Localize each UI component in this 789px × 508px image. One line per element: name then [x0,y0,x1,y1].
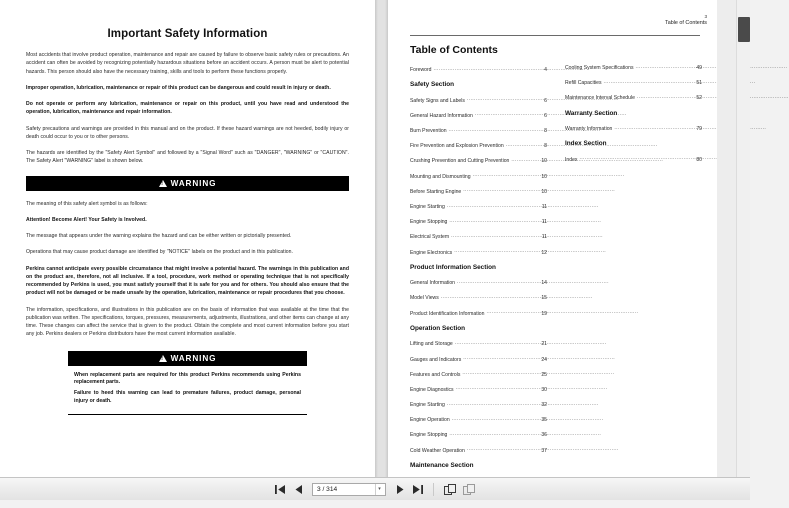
page-number: 3 [704,14,707,19]
document-page-right[interactable] [388,0,717,477]
toc-entry[interactable] [410,279,547,286]
toc-entry-page: 19 [541,310,547,317]
page-gutter [375,0,388,477]
warning-banner-label: WARNING [170,178,217,188]
toc-entry-label: Crushing Prevention and Cutting Prevention [410,158,510,165]
body-paragraph: Safety precautions and warnings are provided in this manual and on the product. If these hazard warnings are not heeded, bodily injury or death could occur to you or to other persons. [26,125,349,140]
toc-leader-dots [449,127,536,132]
toc-leader-dots [455,340,536,345]
toc-entry-label: Electrical System [410,234,450,241]
toc-entry-page: 80 [696,156,702,163]
first-page-button[interactable] [274,482,287,497]
table-of-contents [410,44,702,508]
toc-leader-dots [467,447,536,452]
page-title: Important Safety Information [107,28,268,40]
toc-entry-page: 14 [541,280,547,287]
toc-entry[interactable] [410,233,547,240]
toc-entry[interactable] [410,203,547,210]
toc-entry-page: 35 [541,417,547,424]
toc-entry-page: 8 [544,128,547,135]
toc-entry[interactable] [410,431,547,438]
toc-leader-dots [447,203,536,208]
toc-entry-label: Gauges and Indicators [410,356,462,363]
toc-entry-page: 52 [696,95,702,102]
toc-leader-dots [467,97,536,102]
toc-leader-dots [441,294,536,299]
toc-entry-label: General Information [410,280,456,287]
body-paragraph: The meaning of this safety alert symbol is as follows: [26,200,148,207]
toc-entry-label: Engine Starting [410,204,445,210]
toc-entry-label: Maintenance Interval Schedule [565,95,635,102]
toc-leader-dots [463,188,536,193]
toc-leader-dots [486,310,536,315]
toc-entry[interactable] [410,310,547,317]
warning-triangle-icon [159,180,167,187]
toc-leader-dots [614,125,691,130]
toc-leader-dots [457,279,536,284]
toc-entry-label: Refill Capacities [565,80,602,87]
toc-leader-dots [473,173,536,178]
toc-entry[interactable] [410,173,547,180]
body-paragraph: The information, specifications, and illustrations in this publication are on the basis of information that was available at the time that the publication was written. The specifications, torques, pressures, measurements, adjustments, illustrations, and other items can change at any time. These changes can affect the service that is given to the product. Obtain the complete and most current information before you start any job. Perkins dealers or Perkins distributors have the most current information available. [26,306,349,338]
toc-entry-label: Safety Signs and Labels [410,97,465,104]
page-number-input[interactable] [312,483,386,496]
warning-banner-label: WARNING [170,353,217,363]
page-indicator-value: 3 / 314 [317,485,338,493]
toc-leader-dots [511,157,536,162]
toc-leader-dots [456,386,536,391]
body-paragraph: Most accidents that involve product operation, maintenance and repair are caused by failure to observe basic safety rules or precautions. An accident can often be avoided by recognizing potentially hazardous situations before an accident occurs. A person must be alert to potential hazards. This person should also have the necessary training, skills and tools to perform these functions properly. [26,52,349,75]
warning-box-text: Failure to heed this warning can lead to premature failures, product damage, personal injury or death. [74,390,301,405]
toc-section-heading: Safety Section [410,81,455,89]
toc-entry[interactable] [410,188,547,195]
toc-entry-page: 21 [541,341,547,348]
warning-box [68,351,307,416]
toc-entry-page: 24 [541,356,547,363]
toc-entry-label: Burn Prevention [410,128,447,135]
body-paragraph-bold: Perkins cannot anticipate every possible circumstance that might involve a potential hazard. The warnings in this publication and on the product are, therefore, not all inclusive. If a tool, procedure, work method or operating technique that is not specifically recommended by Perkins is used, you must satisfy yourself that it is safe for you and for others. You should also ensure that the product will not be damaged or be made unsafe by the operation, lubrication, maintenance or repair procedures that you choose. [26,265,349,297]
toc-entry[interactable] [410,447,547,454]
toc-entry-label: Engine Operation [410,417,450,424]
scrollbar-thumb[interactable] [738,17,750,42]
toc-entry-label: Engine Starting [410,402,445,409]
toc-entry[interactable] [410,127,547,134]
toc-section-heading: Warranty Section [565,109,618,117]
toc-entry-page: 79 [696,126,702,133]
toc-section-heading: Maintenance Section [410,461,474,469]
toc-entry-page: 36 [541,432,547,439]
toc-entry-label: Features and Controls [410,371,461,378]
toc-entry[interactable] [410,371,547,378]
toc-leader-dots [636,64,691,69]
toc-entry[interactable] [410,294,547,301]
toc-leader-dots [604,79,691,84]
toc-leader-dots [463,356,536,361]
toc-leader-dots [449,431,536,436]
bottom-toolbar [0,477,750,500]
toc-entry-page: 11 [541,234,547,241]
toc-entry[interactable] [410,249,547,256]
toc-entry-label: Fire Prevention and Explosion Prevention [410,143,504,150]
toc-leader-dots [506,142,536,147]
toc-entry[interactable] [410,386,547,393]
toc-leader-dots [454,249,536,254]
next-page-button[interactable] [393,482,406,497]
body-paragraph-bold: Do not operate or perform any lubrication, maintenance or repair on this product, until you have read and understood the operation, lubrication, maintenance and repair information. [26,101,349,116]
toc-entry-label: Engine Stopping [410,432,448,439]
toc-leader-dots [452,416,536,421]
toc-entry-label: Warranty Information [565,126,613,133]
toc-entry-label: Index [565,156,578,163]
toc-entry-page: 37 [541,447,547,454]
body-paragraph: Operations that may cause product damage are identified by "NOTICE" labels on the product and in this publication. [26,249,293,256]
toc-entry[interactable] [410,401,547,408]
toc-entry[interactable] [410,112,547,119]
body-paragraph: The hazards are identified by the "Safety Alert Symbol" and followed by a "Signal Word" such as "DANGER", "WARNING" or "CAUTION". The Safety Alert "WARNING" label is shown below. [26,150,349,165]
toc-section-heading: Product Information Section [410,263,496,271]
toc-entry-label: Before Starting Engine [410,188,462,195]
toc-section-heading: Operation Section [410,324,466,332]
warning-banner [26,176,349,191]
toc-entry-page: 6 [544,97,547,104]
toc-leader-dots [451,233,536,238]
toc-entry-label: Lifting and Storage [410,341,453,348]
toc-entry[interactable] [410,416,547,423]
document-page-left[interactable] [0,0,375,477]
last-page-button[interactable] [411,482,424,497]
running-header-title: Table of Contents [665,19,707,26]
body-paragraph-bold: Improper operation, lubrication, maintenance or repair of this product can be dangerous and could result in injury or death. [26,84,331,91]
warning-box-text: When replacement parts are required for this product Perkins recommends using Perkins replacement parts. [74,371,301,386]
toc-entry-page: 10 [541,158,547,165]
toc-entry-page: 11 [541,204,547,210]
toc-leader-dots [475,112,536,117]
warning-triangle-icon [159,355,167,362]
toc-entry-page: 11 [541,219,547,226]
toc-entry[interactable] [565,79,702,86]
warning-banner [68,351,307,366]
toc-entry[interactable] [410,218,547,225]
toc-entry-label: General Hazard Information [410,112,473,119]
body-paragraph-bold: Attention! Become Alert! Your Safety is Involved. [26,216,147,223]
toc-entry[interactable] [410,66,547,73]
toc-entry[interactable] [565,64,702,71]
running-header [665,14,707,26]
two-page-view-button[interactable] [462,482,476,496]
toc-entry-page: 10 [541,188,547,195]
toc-entry-page: 49 [696,65,702,71]
toc-leader-dots [637,94,691,99]
toc-leader-dots [434,66,536,71]
toc-entry-label: Model Views [410,295,439,302]
toc-leader-dots [462,371,536,376]
vertical-scrollbar[interactable] [736,0,750,477]
toc-section-heading: Index Section [565,140,607,148]
toc-entry-page: 15 [541,295,547,302]
toolbar-separator [433,483,434,496]
toc-entry-page: 32 [541,402,547,409]
toc-entry[interactable] [410,157,547,164]
toc-entry-label: Product Identification Information [410,310,485,317]
toc-leader-dots [447,401,536,406]
toc-entry-page: 12 [541,249,547,256]
body-paragraph: The message that appears under the warning explains the hazard and can be either written or pictorially presented. [26,233,292,239]
toc-entry-page: 8 [544,143,547,150]
toc-entry-label: Cold Weather Operation [410,447,465,454]
toc-entry-page: 25 [541,371,547,378]
toc-entry-label: Cooling System Specifications [565,65,634,71]
header-divider [410,35,700,36]
toc-entry[interactable] [410,356,547,363]
toc-column-left [410,44,547,508]
toc-leader-dots [449,218,536,223]
toc-entry[interactable] [410,97,547,104]
toc-entry-label: Engine Electronics [410,249,453,256]
toc-entry-page: 4 [544,67,547,73]
toc-entry-page: 51 [696,80,702,87]
toc-leader-dots [579,156,691,161]
toc-entry-page: 30 [541,386,547,393]
toc-entry-label: Mounting and Dismounting [410,173,471,180]
previous-page-button[interactable] [292,482,305,497]
single-page-view-button[interactable] [443,482,457,496]
chevron-down-icon[interactable]: ▾ [375,484,383,495]
toc-entry-page: 6 [544,112,547,119]
toc-entry[interactable] [410,340,547,347]
toc-entry-page: 10 [541,173,547,180]
toc-entry-label: Foreword [410,67,432,73]
toc-heading: Table of Contents [410,44,498,56]
toc-entry-label: Engine Stopping [410,219,448,226]
toc-entry-label: Engine Diagnostics [410,386,454,393]
toc-entry[interactable] [410,142,547,149]
